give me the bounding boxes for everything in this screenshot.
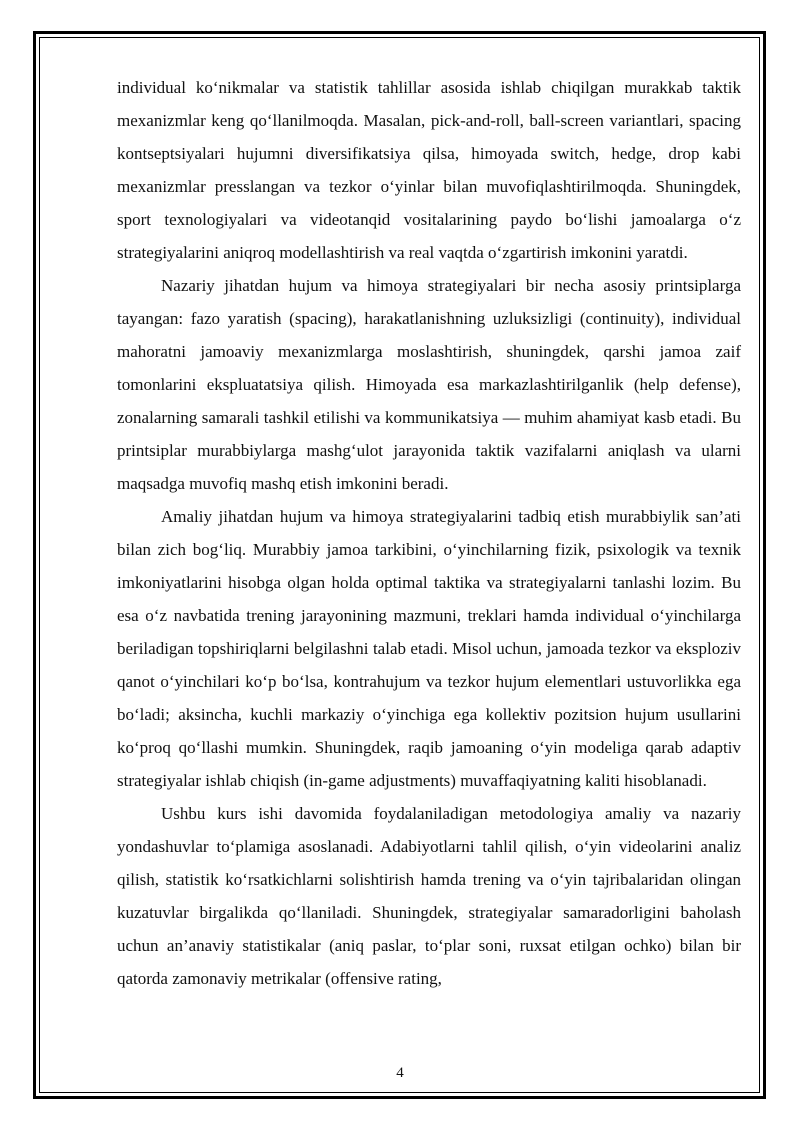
document-body — [117, 71, 741, 995]
page-number: 4 — [396, 1065, 404, 1081]
paragraph-practice: Amaliy jihatdan hujum va himoya strategiyalarini tadbiq etish murabbiylik san’ati bilan zich bog‘liq. Murabbiy jamoa tarkibini, o‘yinchilarning fizik, psixologik va texnik imkoniyatlarini hisobga olgan holda optimal taktika va strategiyalarni tanlashi lozim. Bu esa o‘z navbatida trening jarayonining mazmuni, treklari hamda individual o‘yinchilarga beriladigan topshiriqlarni belgilashni talab etadi. Misol uchun, jamoada tezkor va eksploziv qanot o‘yinchilari ko‘p bo‘lsa, kontrahujum va tezkor hujum elementlari ustuvorlikka ega bo‘ladi; aksincha, kuchli markaziy o‘yinchiga ega kollektiv pozitsion hujum usullarini ko‘proq qo‘llashi mumkin. Shuningdek, raqib jamoaning o‘yin modeliga qarab adaptiv strategiyalar ishlab chiqish (in-game adjustments) muvaffaqiyatning kaliti hisoblanadi. — [117, 507, 741, 790]
paragraph-continuation: individual ko‘nikmalar va statistik tahlillar asosida ishlab chiqilgan murakkab taktik mexanizmlar keng qo‘llanilmoqda. Masalan, pick-and-roll, ball-screen variantlari, spacing kontseptsiyalari hujumni diversifikatsiya qilsa, himoyada switch, hedge, drop kabi mexanizmlar presslangan va tezkor o‘yinlar bilan muvofiqlashtirilmoqda. Shuningdek, sport texnologiyalari va videotanqid vositalarining paydo bo‘lishi jamoalarga o‘z strategiyalarini aniqroq modellashtirish va real vaqtda o‘zgartirish imkonini yaratdi. — [117, 78, 741, 262]
paragraph-methodology: Ushbu kurs ishi davomida foydalaniladigan metodologiya amaliy va nazariy yondashuvlar to‘plamiga asoslanadi. Adabiyotlarni tahlil qilish, o‘yin videolarini analiz qilish, statistik ko‘rsatkichlarni solishtirish hamda trening va o‘yin tajribalaridan olingan kuzatuvlar birgalikda qo‘llaniladi. Shuningdek, strategiyalar samaradorligini baholash uchun an’anaviy statistikalar (aniq paslar, to‘plar soni, ruxsat etilgan ochko) bilan bir qatorda zamonaviy metrikalar (offensive rating, — [117, 804, 741, 988]
paragraph-theory: Nazariy jihatdan hujum va himoya strategiyalari bir necha asosiy printsiplarga tayangan: fazo yaratish (spacing), harakatlanishning uzluksizligi (continuity), individual mahoratni jamoaviy mexanizmlarga moslashtirish, shuningdek, qarshi jamoa zaif tomonlarini ekspluatatsiya qilish. Himoyada esa markazlashtirilganlik (help defense), zonalarning samarali tashkil etilishi va kommunikatsiya — muhim ahamiyat kasb etadi. Bu printsiplar murabbiylarga mashg‘ulot jarayonida taktik vazifalarni aniqlash va ularni maqsadga muvofiq mashq etish imkonini beradi. — [117, 276, 741, 493]
